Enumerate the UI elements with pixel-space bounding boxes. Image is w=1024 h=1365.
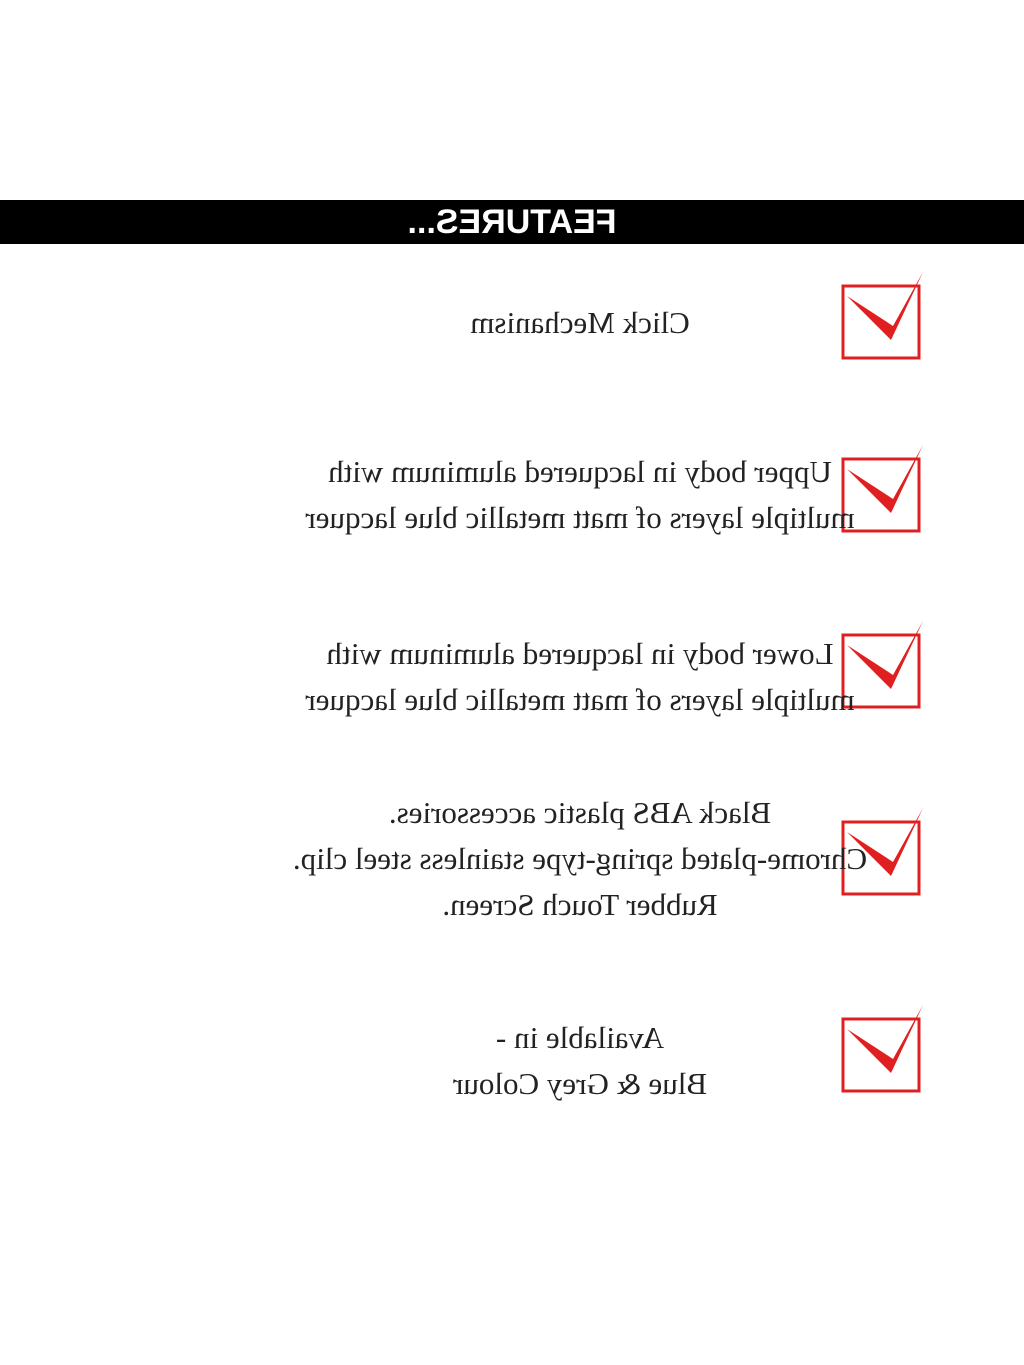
feature-line: Blue & Grey Colour <box>453 1066 707 1101</box>
feature-line: Available in - <box>495 1020 665 1055</box>
feature-row <box>0 995 1024 1105</box>
feature-row <box>0 611 1024 721</box>
feature-line: Black ABS plastic accessories. <box>388 795 772 830</box>
feature-line: Chrome-plated spring-type stainless steel clip. <box>292 841 868 876</box>
feature-line: Lower body in lacquered aluminum with <box>326 636 834 671</box>
feature-text <box>230 449 930 541</box>
feature-row <box>0 262 1024 372</box>
feature-text <box>230 1015 930 1107</box>
feature-text <box>230 300 930 346</box>
feature-row <box>0 790 1024 930</box>
feature-line: Click Mechanism <box>470 305 690 340</box>
feature-row <box>0 435 1024 545</box>
feature-line: Upper body in lacquered aluminum with <box>328 454 832 489</box>
feature-line: Rubber Touch Screen. <box>442 887 718 922</box>
feature-line: multiple layers of matt metallic blue lacquer <box>305 500 855 535</box>
feature-line: multiple layers of matt metallic blue lacquer <box>305 682 855 717</box>
features-header-bar <box>0 200 1024 244</box>
feature-text <box>230 790 930 928</box>
features-title: FEATURES... <box>407 203 617 241</box>
feature-text <box>230 631 930 723</box>
